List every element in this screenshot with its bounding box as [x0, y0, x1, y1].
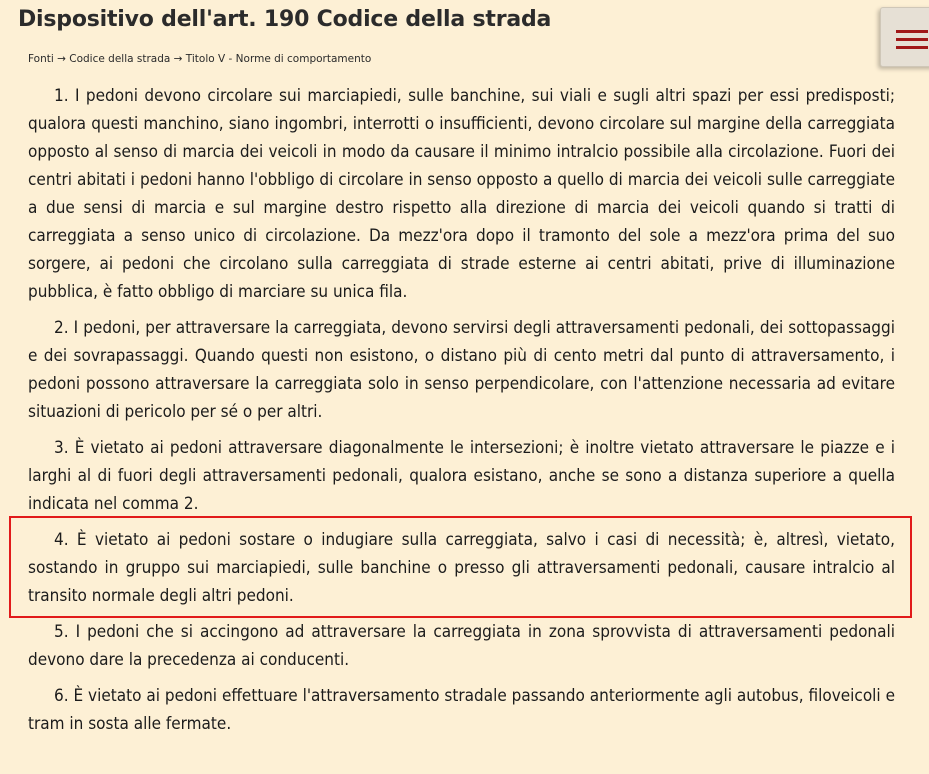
menu-button[interactable]	[880, 7, 929, 67]
paragraph-6: 6. È vietato ai pedoni effettuare l'attraversamento stradale passando anteriormente agli autobus, filoveicoli e tram in sosta alle fermate.	[28, 686, 895, 734]
paragraph-5: 5. I pedoni che si accingono ad attraversare la carreggiata in zona sprovvista di attraversamenti pedonali devono dare la precedenza ai conducenti.	[28, 622, 895, 670]
article-body	[28, 82, 895, 746]
paragraph-1: 1. I pedoni devono circolare sui marciapiedi, sulle banchine, sui viali e sugli altri spazi per essi predisposti; qualora questi manchino, siano ingombri, interrotti o insufficienti, devono circolare sul margine della carreggiata opposto al senso di marcia dei veicoli in modo da causare il minimo intralcio possibile alla circolazione. Fuori dei centri abitati i pedoni hanno l'obbligo di circolare in senso opposto a quello di marcia dei veicoli sulle carreggiate a due sensi di marcia e sul margine destro rispetto alla direzione di marcia dei veicoli quando si tratti di carreggiata a senso unico di circolazione. Da mezz'ora dopo il tramonto del sole a mezz'ora prima del suo sorgere, ai pedoni che circolano sulla carreggiata di strade esterne ai centri abitati, prive di illuminazione pubblica, è fatto obbligo di marciare su unica fila.	[28, 86, 895, 302]
paragraph-4: 4. È vietato ai pedoni sostare o indugiare sulla carreggiata, salvo i casi di necessità; è, altresì, vietato, sostando in gruppo sui marciapiedi, sulle banchine o presso gli attraversamenti pedonali, causare intralcio al transito normale degli altri pedoni.	[28, 530, 895, 606]
paragraph-2: 2. I pedoni, per attraversare la carreggiata, devono servirsi degli attraversamenti pedonali, dei sottopassaggi e dei sovrapassaggi. Quando questi non esistono, o distano più di cento metri dal punto di attraversamento, i pedoni possono attraversare la carreggiata solo in senso perpendicolare, con l'attenzione necessaria ad evitare situazioni di pericolo per sé o per altri.	[28, 318, 895, 422]
paragraph-3: 3. È vietato ai pedoni attraversare diagonalmente le intersezioni; è inoltre vietato attraversare le piazze e i larghi al di fuori degli attraversamenti pedonali, qualora esistano, anche se sono a distanza superiore a quella indicata nel comma 2.	[28, 438, 895, 514]
breadcrumb[interactable]: Fonti → Codice della strada → Titolo V - Norme di comportamento	[28, 53, 372, 65]
page-title: Dispositivo dell'art. 190 Codice della strada	[18, 7, 552, 32]
